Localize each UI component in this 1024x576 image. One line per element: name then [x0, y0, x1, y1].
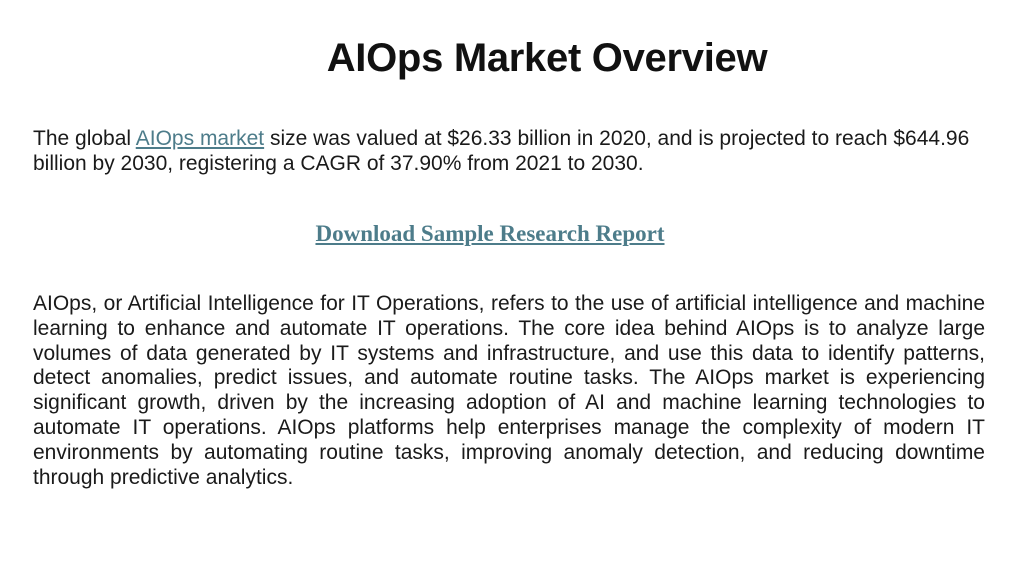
intro-text-after-link: size was valued at $26.33 billion in 2020, and is projected to reach $644.96 billion by 2030, registering a CAGR of 37.90% from 2021 to 2030.: [33, 127, 970, 175]
intro-paragraph: [33, 127, 985, 177]
download-sample-report-link[interactable]: Download Sample Research Report: [315, 221, 665, 246]
intro-text-before-link: The global: [33, 127, 136, 150]
page-title: AIOps Market Overview: [326, 36, 768, 80]
body-paragraph: AIOps, or Artificial Intelligence for IT Operations, refers to the use of artificial intelligence and machine learning to enhance and automate IT operations. The core idea behind AIOps is to analyze large volumes of data generated by IT systems and infrastructure, and use this data to identify patterns, detect anomalies, predict issues, and automate routine tasks. The AIOps market is experiencing significant growth, driven by the increasing adoption of AI and machine learning technologies to automate IT operations. AIOps platforms help enterprises manage the complexity of modern IT environments by automating routine tasks, improving anomaly detection, and reducing downtime through predictive analytics.: [33, 292, 985, 489]
aiops-market-link[interactable]: AIOps market: [135, 127, 265, 150]
